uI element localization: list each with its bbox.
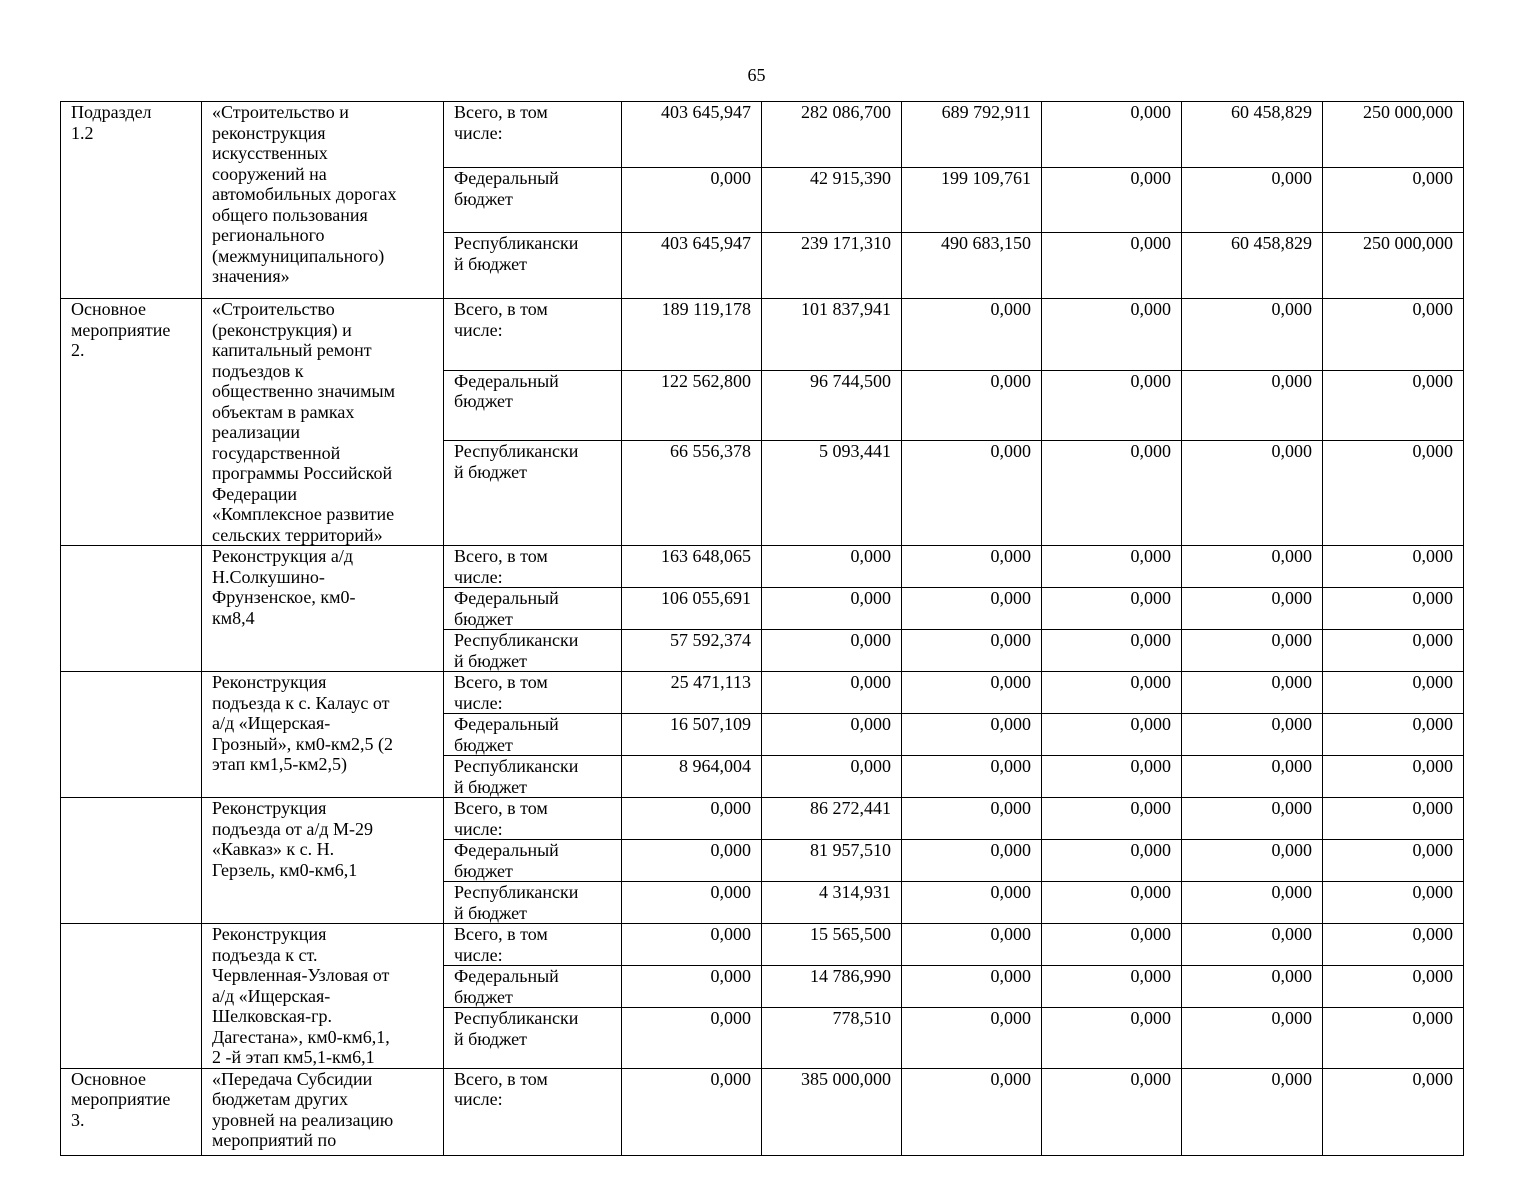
row-label	[61, 299, 202, 546]
amount-cell: 689 792,911	[902, 102, 1042, 168]
amount-cell: 239 171,310	[762, 233, 902, 299]
amount-cell: 0,000	[622, 966, 762, 1008]
funding-source-text: Республикански й бюджет	[454, 630, 579, 671]
amount-cell: 15 565,500	[762, 924, 902, 966]
table-row	[61, 1068, 1464, 1155]
amount-cell: 81 957,510	[762, 840, 902, 882]
funding-source-text: Всего, в том числе:	[454, 798, 548, 839]
amount-cell: 0,000	[1323, 966, 1464, 1008]
funding-source-text: Всего, в том числе:	[454, 102, 548, 143]
funding-source	[444, 630, 622, 672]
amount-cell: 0,000	[1323, 299, 1464, 371]
amount-cell: 0,000	[762, 714, 902, 756]
activity-name-text: Реконструкция подъезда к ст. Червленная-Узловая от а/д «Ищерская- Шелковская-гр. Дагестана», км0-км6,1, 2 -й этап км5,1-км6,1	[212, 924, 390, 1067]
row-label	[61, 102, 202, 299]
amount-cell: 0,000	[902, 966, 1042, 1008]
funding-source	[444, 756, 622, 798]
amount-cell: 66 556,378	[622, 441, 762, 546]
table-row	[61, 102, 1464, 168]
amount-cell: 403 645,947	[622, 233, 762, 299]
row-label-text: Подраздел 1.2	[71, 102, 152, 143]
funding-source	[444, 546, 622, 588]
amount-cell: 250 000,000	[1323, 233, 1464, 299]
amount-cell: 0,000	[1042, 882, 1182, 924]
funding-source	[444, 840, 622, 882]
amount-cell: 0,000	[1042, 299, 1182, 371]
amount-cell: 0,000	[1323, 714, 1464, 756]
activity-name	[202, 102, 444, 299]
amount-cell: 14 786,990	[762, 966, 902, 1008]
activity-name	[202, 672, 444, 798]
funding-source	[444, 441, 622, 546]
amount-cell: 0,000	[902, 588, 1042, 630]
amount-cell: 0,000	[902, 672, 1042, 714]
amount-cell: 250 000,000	[1323, 102, 1464, 168]
funding-source-text: Всего, в том числе:	[454, 546, 548, 587]
activity-name-text: «Строительство (реконструкция) и капитальный ремонт подъездов к общественно значимым объектам в рамках реализации государственной программы Российской Федерации «Комплексное развитие сельских территорий»	[212, 299, 396, 545]
funding-source-text: Всего, в том числе:	[454, 1068, 548, 1109]
amount-cell: 0,000	[1323, 798, 1464, 840]
amount-cell: 0,000	[902, 299, 1042, 371]
table-row	[61, 798, 1464, 840]
row-label	[61, 672, 202, 798]
amount-cell: 403 645,947	[622, 102, 762, 168]
amount-cell: 0,000	[1042, 1008, 1182, 1068]
amount-cell: 0,000	[1323, 630, 1464, 672]
row-label-text: Основное мероприятие 2.	[71, 299, 171, 360]
amount-cell: 57 592,374	[622, 630, 762, 672]
amount-cell: 0,000	[902, 840, 1042, 882]
amount-cell: 0,000	[1323, 370, 1464, 441]
amount-cell: 282 086,700	[762, 102, 902, 168]
activity-name	[202, 1068, 444, 1155]
amount-cell: 0,000	[1042, 588, 1182, 630]
amount-cell: 0,000	[762, 588, 902, 630]
funding-source	[444, 588, 622, 630]
funding-source-text: Республикански й бюджет	[454, 882, 579, 923]
amount-cell: 0,000	[902, 370, 1042, 441]
amount-cell: 0,000	[1323, 588, 1464, 630]
amount-cell: 0,000	[1042, 1068, 1182, 1155]
amount-cell: 106 055,691	[622, 588, 762, 630]
amount-cell: 778,510	[762, 1008, 902, 1068]
amount-cell: 0,000	[902, 882, 1042, 924]
amount-cell: 0,000	[1182, 1008, 1323, 1068]
table-row	[61, 924, 1464, 966]
activity-name-text: «Строительство и реконструкция искусственных сооружений на автомобильных дорогах общего пользования регионального (межмуниципального) значения»	[212, 102, 397, 286]
funding-source-text: Республикански й бюджет	[454, 756, 579, 797]
amount-cell: 0,000	[1182, 672, 1323, 714]
amount-cell: 490 683,150	[902, 233, 1042, 299]
row-label	[61, 924, 202, 1069]
funding-source-text: Федеральный бюджет	[454, 588, 559, 629]
amount-cell: 0,000	[1042, 441, 1182, 546]
amount-cell: 0,000	[1182, 840, 1323, 882]
amount-cell: 0,000	[1323, 441, 1464, 546]
amount-cell: 0,000	[762, 546, 902, 588]
amount-cell: 0,000	[1323, 1008, 1464, 1068]
amount-cell: 0,000	[762, 672, 902, 714]
funding-source	[444, 714, 622, 756]
funding-source	[444, 299, 622, 371]
funding-source	[444, 966, 622, 1008]
amount-cell: 0,000	[1182, 714, 1323, 756]
amount-cell: 199 109,761	[902, 168, 1042, 233]
amount-cell: 0,000	[1323, 168, 1464, 233]
activity-name-text: «Передача Субсидии бюджетам других уровней на реализацию мероприятий по	[212, 1068, 394, 1150]
amount-cell: 0,000	[1042, 966, 1182, 1008]
funding-source	[444, 882, 622, 924]
amount-cell: 0,000	[1042, 714, 1182, 756]
amount-cell: 0,000	[1323, 840, 1464, 882]
funding-source	[444, 1008, 622, 1068]
amount-cell: 0,000	[622, 1008, 762, 1068]
amount-cell: 0,000	[1182, 630, 1323, 672]
amount-cell: 0,000	[1042, 546, 1182, 588]
amount-cell: 0,000	[1182, 441, 1323, 546]
amount-cell: 0,000	[1042, 370, 1182, 441]
amount-cell: 0,000	[902, 441, 1042, 546]
funding-source-text: Республикански й бюджет	[454, 441, 579, 482]
amount-cell: 25 471,113	[622, 672, 762, 714]
amount-cell: 0,000	[1323, 546, 1464, 588]
amount-cell: 0,000	[1182, 546, 1323, 588]
amount-cell: 86 272,441	[762, 798, 902, 840]
funding-source	[444, 102, 622, 168]
activity-name	[202, 924, 444, 1069]
amount-cell: 0,000	[1042, 756, 1182, 798]
funding-source	[444, 924, 622, 966]
amount-cell: 0,000	[1323, 882, 1464, 924]
amount-cell: 0,000	[1182, 299, 1323, 371]
funding-source	[444, 233, 622, 299]
amount-cell: 0,000	[622, 882, 762, 924]
amount-cell: 0,000	[622, 840, 762, 882]
amount-cell: 0,000	[1182, 798, 1323, 840]
amount-cell: 0,000	[1042, 798, 1182, 840]
funding-source-text: Всего, в том числе:	[454, 299, 548, 340]
amount-cell: 122 562,800	[622, 370, 762, 441]
activity-name	[202, 299, 444, 546]
row-label-text: Основное мероприятие 3.	[71, 1068, 171, 1130]
amount-cell: 42 915,390	[762, 168, 902, 233]
table-row	[61, 672, 1464, 714]
amount-cell: 0,000	[1042, 168, 1182, 233]
amount-cell: 0,000	[622, 798, 762, 840]
amount-cell: 0,000	[902, 1008, 1042, 1068]
amount-cell: 4 314,931	[762, 882, 902, 924]
amount-cell: 163 648,065	[622, 546, 762, 588]
funding-source	[444, 672, 622, 714]
amount-cell: 0,000	[1042, 924, 1182, 966]
amount-cell: 0,000	[902, 798, 1042, 840]
amount-cell: 0,000	[902, 546, 1042, 588]
amount-cell: 60 458,829	[1182, 102, 1323, 168]
amount-cell: 0,000	[1042, 102, 1182, 168]
amount-cell: 0,000	[1042, 630, 1182, 672]
activity-name-text: Реконструкция а/д Н.Солкушино- Фрунзенское, км0- км8,4	[212, 546, 356, 628]
amount-cell: 0,000	[1182, 882, 1323, 924]
table-row	[61, 546, 1464, 588]
amount-cell: 0,000	[1323, 672, 1464, 714]
funding-source-text: Республикански й бюджет	[454, 1008, 579, 1049]
amount-cell: 0,000	[1042, 233, 1182, 299]
amount-cell: 16 507,109	[622, 714, 762, 756]
funding-source-text: Федеральный бюджет	[454, 840, 559, 881]
amount-cell: 0,000	[902, 756, 1042, 798]
funding-source-text: Всего, в том числе:	[454, 924, 548, 965]
amount-cell: 8 964,004	[622, 756, 762, 798]
amount-cell: 0,000	[1323, 756, 1464, 798]
amount-cell: 0,000	[1182, 756, 1323, 798]
amount-cell: 189 119,178	[622, 299, 762, 371]
funding-source-text: Всего, в том числе:	[454, 672, 548, 713]
amount-cell: 0,000	[902, 630, 1042, 672]
row-label	[61, 798, 202, 924]
amount-cell: 0,000	[762, 630, 902, 672]
amount-cell: 0,000	[1182, 1068, 1323, 1155]
row-label	[61, 1068, 202, 1155]
activity-name	[202, 546, 444, 672]
amount-cell: 0,000	[622, 1068, 762, 1155]
table-body	[61, 102, 1464, 1156]
amount-cell: 0,000	[1182, 924, 1323, 966]
funding-source-text: Федеральный бюджет	[454, 370, 559, 412]
amount-cell: 0,000	[1182, 168, 1323, 233]
amount-cell: 0,000	[1182, 588, 1323, 630]
activity-name-text: Реконструкция подъезда к с. Калаус от а/д «Ищерская- Грозный», км0-км2,5 (2 этап км1,5-км2,5)	[212, 672, 394, 774]
funding-source	[444, 798, 622, 840]
funding-source-text: Федеральный бюджет	[454, 966, 559, 1007]
activity-name	[202, 798, 444, 924]
funding-source-text: Федеральный бюджет	[454, 168, 559, 209]
amount-cell: 0,000	[1182, 966, 1323, 1008]
row-label	[61, 546, 202, 672]
amount-cell: 0,000	[1042, 840, 1182, 882]
funding-source-text: Республикански й бюджет	[454, 233, 579, 274]
amount-cell: 0,000	[1323, 924, 1464, 966]
amount-cell: 0,000	[762, 756, 902, 798]
amount-cell: 0,000	[902, 924, 1042, 966]
amount-cell: 0,000	[1182, 370, 1323, 441]
page-number: 65	[747, 65, 766, 85]
funding-source	[444, 1068, 622, 1155]
amount-cell: 60 458,829	[1182, 233, 1323, 299]
amount-cell: 96 744,500	[762, 370, 902, 441]
activity-name-text: Реконструкция подъезда от а/д М-29 «Кавказ» к с. Н. Герзель, км0-км6,1	[212, 798, 373, 880]
funding-source	[444, 370, 622, 441]
amount-cell: 0,000	[1042, 672, 1182, 714]
budget-table	[60, 101, 1464, 1156]
amount-cell: 101 837,941	[762, 299, 902, 371]
funding-source-text: Федеральный бюджет	[454, 714, 559, 755]
amount-cell: 0,000	[1323, 1068, 1464, 1155]
amount-cell: 0,000	[902, 714, 1042, 756]
amount-cell: 0,000	[622, 168, 762, 233]
funding-source	[444, 168, 622, 233]
amount-cell: 0,000	[622, 924, 762, 966]
amount-cell: 0,000	[902, 1068, 1042, 1155]
amount-cell: 385 000,000	[762, 1068, 902, 1155]
amount-cell: 5 093,441	[762, 441, 902, 546]
table-row	[61, 299, 1464, 371]
